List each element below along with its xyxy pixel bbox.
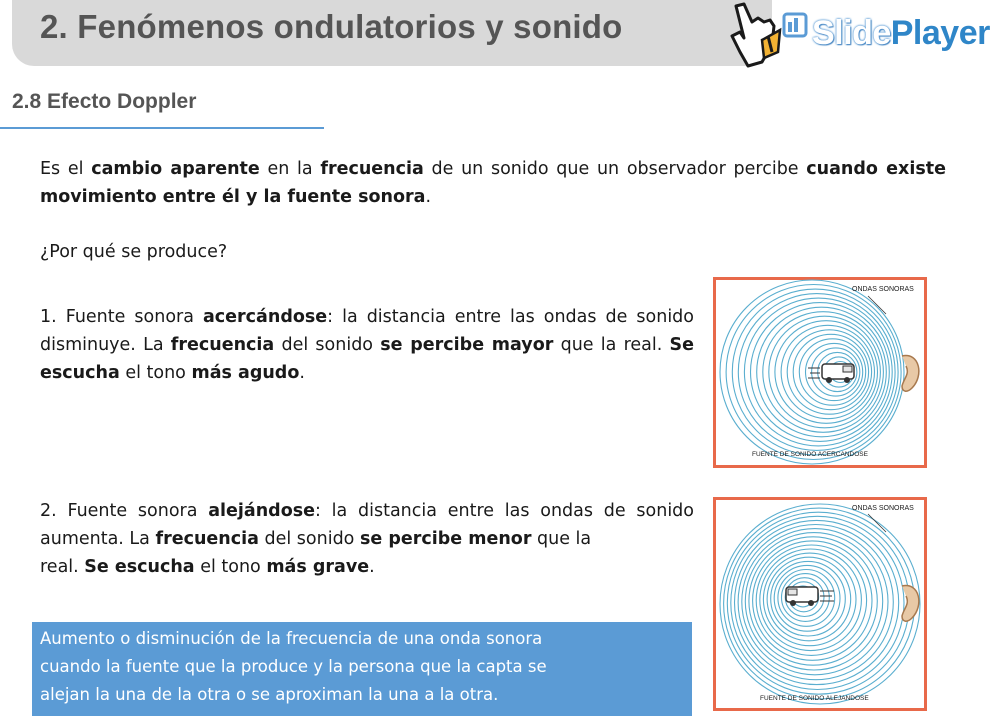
wave-ring [727,512,909,694]
vehicle-icon [786,587,834,606]
waves-label: ONDAS SONORAS [852,286,914,293]
hand-cursor-icon [732,4,780,66]
slide-title: 2. Fenómenos ondulatorios y sonido [40,8,623,45]
approaching-waves-diagram [716,280,924,465]
wave-rings [720,504,920,704]
source-label: FUENTE DE SONIDO ALEJANDOSE [760,695,869,702]
point-2-paragraph: 2. Fuente sonora alejándose: la distancia entre las ondas de sonido aumenta. La frecuencia del sonido se percibe menor que la real. Se escucha el tono más grave. [40,501,694,577]
question-text: ¿Por qué se produce? [40,242,228,262]
doppler-receding-figure [713,497,927,711]
receding-waves-diagram [716,500,924,708]
subtitle-underline [0,127,324,129]
section-subtitle: 2.8 Efecto Doppler [12,90,197,113]
logo-text-part-2: Player [890,14,990,52]
logo-text-part-1: Slide [812,14,891,52]
caption-line: Aumento o disminución de la frecuencia de una onda sonora [40,629,543,648]
wave-ring [720,504,920,704]
slideplayer-logo-text [812,14,990,53]
caption-line: alejan la una de la otra o se aproximan la una a la otra. [40,685,499,704]
caption-box [32,622,692,716]
caption-line: cuando la fuente que la produce y la persona que la capta se [40,657,547,676]
doppler-approaching-figure [713,277,927,468]
wave-ring [744,298,892,446]
point-1-paragraph: 1. Fuente sonora acercándose: la distancia entre las ondas de sonido disminuye. La frecuencia del sonido se percibe mayor que la real. Se escucha el tono más agudo. [40,307,694,383]
intro-paragraph: Es el cambio aparente en la frecuencia de un sonido que un observador percibe cuando existe movimiento entre él y la fuente sonora. [40,159,946,207]
source-label: FUENTE DE SONIDO ACERCANDOSE [752,451,868,458]
waves-label: ONDAS SONORAS [852,505,914,512]
vehicle-icon [808,364,854,383]
wave-rings [720,280,904,464]
